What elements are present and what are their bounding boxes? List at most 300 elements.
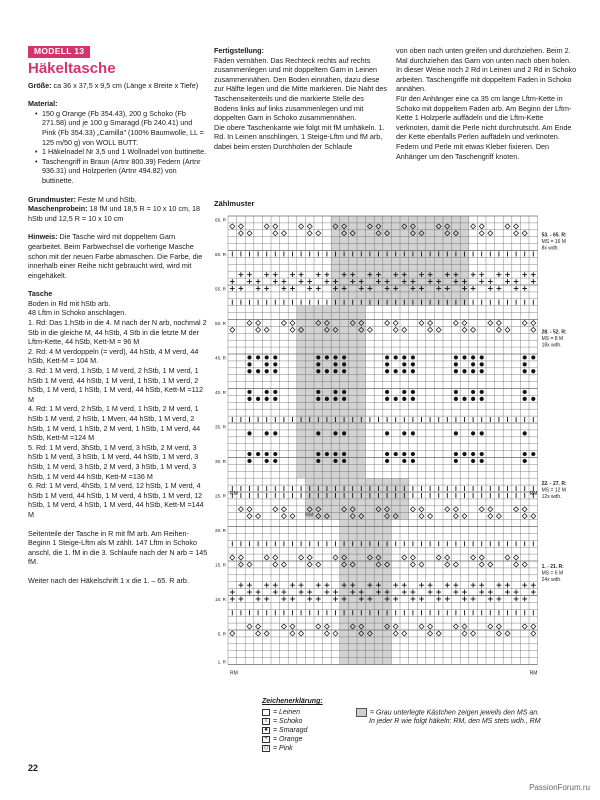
smaragd-mark xyxy=(531,355,535,359)
pink-mark xyxy=(299,631,304,636)
size-paragraph: Größe: ca 36 x 37,5 x 9,5 cm (Länge x Breite x Tiefe) xyxy=(28,80,199,90)
smaragd-mark xyxy=(325,369,329,373)
rm-label: RM xyxy=(230,670,238,677)
ms-label: MS = 16 M xyxy=(541,239,566,246)
smaragd-mark xyxy=(454,355,458,359)
pattern-paragraph: Grundmuster: Feste M und hStb. xyxy=(28,194,137,204)
pink-mark xyxy=(324,631,329,636)
smaragd-mark xyxy=(316,431,320,435)
smaragd-mark xyxy=(385,355,389,359)
smaragd-mark xyxy=(471,459,475,463)
smaragd-mark xyxy=(411,355,415,359)
smaragd-mark xyxy=(316,362,320,366)
pink-mark xyxy=(428,624,433,629)
smaragd-mark xyxy=(454,390,458,394)
smaragd-mark xyxy=(385,362,389,366)
smaragd-mark xyxy=(342,362,346,366)
smaragd-mark xyxy=(523,431,527,435)
pink-mark xyxy=(307,562,312,567)
smaragd-mark xyxy=(247,459,251,463)
pink-mark xyxy=(479,562,484,567)
smaragd-mark xyxy=(471,452,475,456)
pink-mark xyxy=(410,507,415,512)
pink-mark xyxy=(393,631,398,636)
pink-mark xyxy=(471,224,476,229)
smaragd-mark xyxy=(394,452,398,456)
smaragd-mark xyxy=(480,397,484,401)
pink-mark xyxy=(393,624,398,629)
pink-mark xyxy=(522,562,527,567)
pink-mark xyxy=(273,231,278,236)
continuation-paragraph: von oben nach unten greifen und durchziehen. Beim 2. Mal durchziehen das Garn von unten nach oben holen. In dieser Weise noch 2 Rd in Leinen und 2 Rd in Schoko arbeiten. Taschengriffe mit doppeltem Faden in Schoko annähen. xyxy=(396,46,577,94)
smaragd-mark xyxy=(394,369,398,373)
smaragd-mark xyxy=(471,362,475,366)
smaragd-mark xyxy=(265,452,269,456)
pink-mark xyxy=(238,507,243,512)
pink-mark xyxy=(281,562,286,567)
pink-mark xyxy=(290,320,295,325)
column-left xyxy=(28,46,208,586)
side-paragraph: Seitenteile der Tasche in R mit fM arb. Am Reihen-Beginn 1 Steige-Lftm als M zählt. 147 Lftm in Schoko anschl, die 1. fM in die 3. Schlaufe nach der N arb = 145 fM. xyxy=(28,528,208,567)
pink-mark xyxy=(488,320,493,325)
smaragd-mark xyxy=(265,369,269,373)
pink-mark xyxy=(488,507,493,512)
pink-mark xyxy=(428,327,433,332)
smaragd-mark xyxy=(325,355,329,359)
pink-mark xyxy=(479,507,484,512)
smaragd-mark xyxy=(411,369,415,373)
pink-mark xyxy=(462,631,467,636)
row-label: 55. R xyxy=(215,286,226,292)
pink-mark xyxy=(367,327,372,332)
smaragd-mark xyxy=(454,362,458,366)
smaragd-mark xyxy=(402,459,406,463)
smaragd-mark xyxy=(256,355,260,359)
smaragd-mark xyxy=(333,397,337,401)
pink-mark xyxy=(428,514,433,519)
pink-mark xyxy=(230,631,235,636)
smaragd-mark xyxy=(394,397,398,401)
smaragd-mark xyxy=(247,397,251,401)
smaragd-mark xyxy=(342,355,346,359)
pink-mark xyxy=(333,555,338,560)
rm-label: RM xyxy=(529,670,538,677)
smaragd-mark xyxy=(265,397,269,401)
column-right xyxy=(396,46,578,161)
gauge-paragraph: Maschenprobein: 18 fM und 18,5 R = 10 x 10 cm, 18 hStb und 12,5 R = 10 x 10 cm xyxy=(28,204,200,223)
pink-mark xyxy=(479,231,484,236)
pink-mark xyxy=(230,555,235,560)
pink-mark xyxy=(247,320,252,325)
smaragd-mark xyxy=(247,452,251,456)
smaragd-mark xyxy=(480,355,484,359)
pink-mark xyxy=(514,555,519,560)
instruction-line: 5. Rd: 1 M verd, 3hStb, 1 M verd, 3 hStb, 2 M verd, 3 hStb 1 M verd, 3 hStb, 1 M verd, 44 hStb, 1 M verd, 3 hStb, 1 M verd, 3 hStb, 2 M verd, 3 hStb, 1 M verd, 3 hStb, 1 M verd 44 hStb, Kett-M =136 M xyxy=(28,442,199,481)
smaragd-mark xyxy=(402,355,406,359)
pink-mark xyxy=(496,624,501,629)
page-title: Häkeltasche xyxy=(28,59,116,77)
pink-mark xyxy=(462,624,467,629)
pink-mark xyxy=(531,327,536,332)
legend-item: ● = Smaragd xyxy=(262,726,582,735)
finish-paragraph: Fäden vernähen. Das Rechteck rechts auf rechts zusammenlegen und mit doppeltem Garn in Leinen zusammennähen. Den Boden einnähen, dazu diese zur Hälfte legen und die Mitte markieren. Die Naht des Taschenseitenteils und die markierte Stelle des Bodens links auf links zusammenlegen und mit doppelten Garn in Schoko zusammennähen. xyxy=(214,55,387,123)
smaragd-mark xyxy=(531,452,535,456)
pink-mark xyxy=(273,224,278,229)
smaragd-mark xyxy=(480,362,484,366)
smaragd-mark xyxy=(385,397,389,401)
pink-mark xyxy=(410,555,415,560)
instruction-line: Boden in Rd mit hStb arb. xyxy=(28,298,111,308)
further-paragraph: Weiter nach der Häkelschrift 1 x die 1. – 65. R arb. xyxy=(28,575,189,585)
instruction-line: 48 Lftm in Schoko anschlagen. xyxy=(28,308,127,318)
smaragd-mark xyxy=(316,459,320,463)
material-item: • 1 Häkelnadel Nr 3,5 und 1 Wollnadel von buttinette. xyxy=(36,147,208,157)
pink-mark xyxy=(290,514,295,519)
smaragd-mark xyxy=(471,397,475,401)
pink-mark xyxy=(316,231,321,236)
pink-mark xyxy=(453,562,458,567)
rm-label: RM xyxy=(305,512,314,519)
smaragd-mark xyxy=(402,362,406,366)
smaragd-mark xyxy=(480,390,484,394)
smaragd-mark xyxy=(342,452,346,456)
pink-mark xyxy=(514,231,519,236)
smaragd-mark xyxy=(333,452,337,456)
smaragd-mark xyxy=(316,369,320,373)
smaragd-mark xyxy=(325,452,329,456)
smaragd-mark xyxy=(316,452,320,456)
smaragd-mark xyxy=(247,431,251,435)
pink-mark xyxy=(428,320,433,325)
ms-label: 22. - 27. R: xyxy=(541,481,567,488)
pink-mark xyxy=(247,562,252,567)
instruction-line: 4. Rd: 1 M verd, 2 hStb, 1 M verd, 1 hStb, 2 M verd, 1 hStb 1 M verd, 2 hStb, 1 Mverr, 44 hStb, 1 M verd, 2 hStb, 1 M verd, 1 hStb, 2 M verd, 1 hStb, 1 M verd, 44 hStb, Kett-M =124 M xyxy=(28,404,201,443)
square-icon xyxy=(262,709,270,716)
dot-icon: ● xyxy=(262,727,270,734)
pink-mark xyxy=(264,327,269,332)
pink-mark xyxy=(290,631,295,636)
pink-mark xyxy=(496,327,501,332)
smaragd-mark xyxy=(523,459,527,463)
smaragd-mark xyxy=(402,431,406,435)
ms-label: MS = 6 M xyxy=(541,570,564,577)
smaragd-mark xyxy=(333,390,337,394)
smaragd-mark xyxy=(256,369,260,373)
pink-mark xyxy=(419,507,424,512)
smaragd-mark xyxy=(454,397,458,401)
smaragd-mark xyxy=(265,431,269,435)
smaragd-mark xyxy=(273,431,277,435)
instruction-line: 3. Rd: 1 M verd, 1 hStb, 1 M verd, 2 hStb, 1 M verd, 1 hStb 1 M verd, 44 hStb, 1 M verd, 1 hStb, 1 M verd, 2 hStb, 1 M verd, 1 hStb, 1 M verd, 44 hStb, Kett-M =112 M xyxy=(28,366,204,404)
model-badge: MODELL 13 xyxy=(28,46,90,58)
pink-mark xyxy=(324,624,329,629)
smaragd-mark xyxy=(342,369,346,373)
pink-mark xyxy=(281,514,286,519)
pink-mark xyxy=(522,514,527,519)
bar-icon: I xyxy=(262,718,270,725)
material-list xyxy=(28,109,208,186)
pink-mark xyxy=(514,562,519,567)
smaragd-mark xyxy=(247,362,251,366)
smaragd-mark xyxy=(273,369,277,373)
pink-mark xyxy=(428,631,433,636)
pink-mark xyxy=(247,514,252,519)
smaragd-mark xyxy=(531,369,535,373)
smaragd-mark xyxy=(385,459,389,463)
smaragd-mark xyxy=(273,355,277,359)
pink-mark xyxy=(531,624,536,629)
smaragd-mark xyxy=(471,369,475,373)
instruction-line: 2. Rd: 4 M verdoppeln (= verd), 44 hStb, 4 M verd, 44 hStb, Kett-M = 104 M. xyxy=(28,346,199,366)
pink-mark xyxy=(531,320,536,325)
smaragd-mark xyxy=(333,369,337,373)
pink-mark xyxy=(256,320,261,325)
row-label: 25. R xyxy=(215,493,226,499)
pink-mark xyxy=(402,555,407,560)
instruction-line: 6. Rd: 1 M verd, 4hStb, 1 M verd, 12 hStb, 1 M verd, 4 hStb 1 M verd, 44 hStb, 1 M verd, 4 hStb, 1 M verd, 12 hStb, 1 M verd, 4 hStb, 1 M verd, 44 hStb, Kett-M =144 M xyxy=(28,481,204,519)
pink-mark xyxy=(462,327,467,332)
smaragd-mark xyxy=(411,390,415,394)
pink-mark xyxy=(522,624,527,629)
finish-heading: Fertigstellung: xyxy=(214,46,264,55)
pink-mark xyxy=(307,555,312,560)
smaragd-mark xyxy=(480,369,484,373)
pink-mark xyxy=(488,624,493,629)
pendant-paragraph: Für den Anhänger eine ca 35 cm lange Lftm-Kette in Schoko mit doppeltem Faden arb. Am Beginn der Lftm-Kette 1 Holzperle auffädeln und die Lftm-Kette verknoten, damit die Perle nicht durchrutscht. Am Ende der Kette ebenfalls Perlen auffädeln und verknoten. Federn und Perle mit etwas Kleber fixieren. Den Anhänger um den Taschengriff knoten. xyxy=(396,93,572,161)
legend-item: = Leinen xyxy=(262,708,582,717)
row-label: 35. R xyxy=(215,424,226,430)
pink-mark xyxy=(247,507,252,512)
pink-mark xyxy=(479,224,484,229)
pink-mark xyxy=(471,555,476,560)
hint-paragraph: Hinweis: Die Tasche wird mit doppeltem Garn gearbeitet. Beim Farbwechsel die vorherige Masche schon mit der neuen Farbe abmaschen. Die Farbe, die innerhalb einer Reihe nicht gebraucht wird, wird mit eingehäkelt. xyxy=(28,232,203,280)
pink-mark xyxy=(453,507,458,512)
pink-mark xyxy=(488,562,493,567)
pink-mark xyxy=(488,231,493,236)
pink-mark xyxy=(230,327,235,332)
pink-mark xyxy=(445,562,450,567)
chart-title: Zählmuster xyxy=(214,199,255,208)
pink-mark xyxy=(514,507,519,512)
material-item: • Taschengriff in Braun (Artnr 800.39) Federn (Artnr 936.31) und Holzperlen (Artnr 494.82) von buttinette. xyxy=(36,157,208,186)
smaragd-mark xyxy=(411,362,415,366)
smaragd-mark xyxy=(342,397,346,401)
pink-mark xyxy=(436,631,441,636)
pink-mark xyxy=(419,624,424,629)
smaragd-mark xyxy=(402,452,406,456)
smaragd-mark xyxy=(394,355,398,359)
ms-label: 24x wdh. xyxy=(541,576,562,583)
pink-mark xyxy=(505,224,510,229)
pink-mark xyxy=(436,555,441,560)
smaragd-mark xyxy=(454,369,458,373)
pink-mark xyxy=(316,624,321,629)
rm-label: RM xyxy=(529,491,538,498)
pink-mark xyxy=(419,514,424,519)
smaragd-mark xyxy=(256,397,260,401)
pink-mark xyxy=(273,562,278,567)
pink-mark xyxy=(453,624,458,629)
row-label: 50. R xyxy=(215,321,226,327)
pink-mark xyxy=(307,231,312,236)
smaragd-mark xyxy=(471,390,475,394)
pink-mark xyxy=(247,231,252,236)
smaragd-mark xyxy=(462,369,466,373)
legend xyxy=(262,697,582,753)
smaragd-mark xyxy=(256,452,260,456)
pink-mark xyxy=(479,555,484,560)
smaragd-mark xyxy=(273,397,277,401)
pink-mark xyxy=(402,327,407,332)
pink-mark xyxy=(453,514,458,519)
edge-paragraph: Die obere Taschenkante wie folgt mit fM umhäkeln. 1. Rd. In Leinen anschlingen, 1 Steige-Lftm und fM arb, dabei beim ersten Durchholen der Schlaufe xyxy=(214,122,385,151)
pink-mark xyxy=(281,624,286,629)
pink-mark xyxy=(393,320,398,325)
pink-mark xyxy=(238,562,243,567)
legend-item: I = Schoko xyxy=(262,717,582,726)
pink-mark xyxy=(419,562,424,567)
rm-label: RM xyxy=(230,491,238,498)
smaragd-mark xyxy=(342,390,346,394)
smaragd-mark xyxy=(411,431,415,435)
smaragd-mark xyxy=(462,452,466,456)
smaragd-mark xyxy=(265,355,269,359)
smaragd-mark xyxy=(523,397,527,401)
pink-mark xyxy=(247,624,252,629)
pink-mark xyxy=(471,327,476,332)
pink-mark xyxy=(462,514,467,519)
pink-mark xyxy=(256,631,261,636)
smaragd-mark xyxy=(342,459,346,463)
smaragd-mark xyxy=(523,452,527,456)
crochet-chart xyxy=(210,210,582,696)
smaragd-mark xyxy=(333,431,337,435)
pink-mark xyxy=(281,320,286,325)
pink-mark xyxy=(299,555,304,560)
legend-note-line: In jeder R wie folgt häkeln: RM, den MS stets wdh., RM xyxy=(369,718,541,726)
smaragd-mark xyxy=(273,390,277,394)
ms-label: 53. - 65. R: xyxy=(541,232,567,239)
smaragd-mark xyxy=(454,459,458,463)
ms-label: 12x wdh. xyxy=(541,494,562,501)
smaragd-mark xyxy=(273,459,277,463)
pink-mark xyxy=(410,562,415,567)
smaragd-mark xyxy=(265,390,269,394)
pink-mark xyxy=(264,555,269,560)
smaragd-mark xyxy=(273,362,277,366)
smaragd-mark xyxy=(480,459,484,463)
pink-mark xyxy=(505,555,510,560)
ms-label: 28. - 52. R: xyxy=(541,329,567,336)
ms-label: 8x wdh. xyxy=(541,245,559,252)
row-label: 1. R xyxy=(217,659,226,665)
pink-mark xyxy=(273,507,278,512)
pink-mark xyxy=(316,562,321,567)
smaragd-mark xyxy=(471,355,475,359)
pink-mark xyxy=(436,327,441,332)
material-item: • 150 g Orange (Fb 354.43), 200 g Schoko (Fb 271.58) und je 100 g Smaragd (Fb 240.41) und Pink (Fb 354.33) „Camilla" (100% Baumwolle, LL = 125 m/50 g) von WOLL BUTT. xyxy=(36,109,208,147)
legend-item: ◇ = Pink xyxy=(263,745,293,752)
pink-mark xyxy=(453,320,458,325)
row-label: 30. R xyxy=(215,459,226,465)
smaragd-mark xyxy=(316,397,320,401)
legend-note: = Grau unterlegte Kästchen zeigen jeweils den MS an. In jeder R wie folgt häkeln: RM, den MS stets wdh., RM xyxy=(356,708,586,726)
pink-mark xyxy=(264,224,269,229)
row-label: 60. R xyxy=(215,252,226,258)
row-label: 15. R xyxy=(215,562,226,568)
pink-mark xyxy=(496,320,501,325)
pink-mark xyxy=(281,507,286,512)
smaragd-mark xyxy=(480,452,484,456)
smaragd-mark xyxy=(385,390,389,394)
smaragd-mark xyxy=(523,390,527,394)
smaragd-mark xyxy=(471,431,475,435)
pink-mark xyxy=(281,231,286,236)
smaragd-mark xyxy=(265,459,269,463)
smaragd-mark xyxy=(273,452,277,456)
smaragd-mark xyxy=(247,355,251,359)
smaragd-mark xyxy=(385,369,389,373)
pink-mark xyxy=(505,631,510,636)
smaragd-mark xyxy=(462,355,466,359)
pink-mark xyxy=(496,631,501,636)
pink-mark xyxy=(402,631,407,636)
diamond-icon: ◇ xyxy=(263,745,269,751)
smaragd-mark xyxy=(454,431,458,435)
bag-instructions xyxy=(28,299,208,520)
smaragd-mark xyxy=(316,390,320,394)
pink-mark xyxy=(445,555,450,560)
smaragd-mark xyxy=(402,369,406,373)
pink-mark xyxy=(471,631,476,636)
pink-mark xyxy=(273,555,278,560)
pink-mark xyxy=(333,631,338,636)
material-heading: Material: xyxy=(28,99,58,109)
pink-mark xyxy=(505,327,510,332)
watermark: PassionForum.ru xyxy=(529,783,590,792)
pink-mark xyxy=(230,224,235,229)
page-number: 22 xyxy=(28,763,39,773)
smaragd-mark xyxy=(333,355,337,359)
smaragd-mark xyxy=(342,431,346,435)
smaragd-mark xyxy=(265,362,269,366)
smaragd-mark xyxy=(411,452,415,456)
smaragd-mark xyxy=(247,390,251,394)
pink-mark xyxy=(256,514,261,519)
smaragd-mark xyxy=(402,390,406,394)
row-label: 5. R xyxy=(217,631,226,637)
smaragd-mark xyxy=(454,452,458,456)
row-label: 65. R xyxy=(215,217,226,223)
smaragd-mark xyxy=(247,369,251,373)
pink-mark xyxy=(393,327,398,332)
smaragd-mark xyxy=(385,431,389,435)
pink-mark xyxy=(299,224,304,229)
pink-mark xyxy=(462,320,467,325)
pink-mark xyxy=(522,231,527,236)
pink-mark xyxy=(238,555,243,560)
pink-mark xyxy=(264,631,269,636)
pink-mark xyxy=(238,224,243,229)
pink-mark xyxy=(531,631,536,636)
pink-mark xyxy=(290,624,295,629)
ms-label: 1. - 21. R: xyxy=(541,563,564,570)
plus-icon: + xyxy=(262,736,270,743)
column-middle xyxy=(214,46,389,152)
pink-mark xyxy=(238,231,243,236)
ms-label: 18x wdh. xyxy=(541,342,562,349)
smaragd-mark xyxy=(333,362,337,366)
